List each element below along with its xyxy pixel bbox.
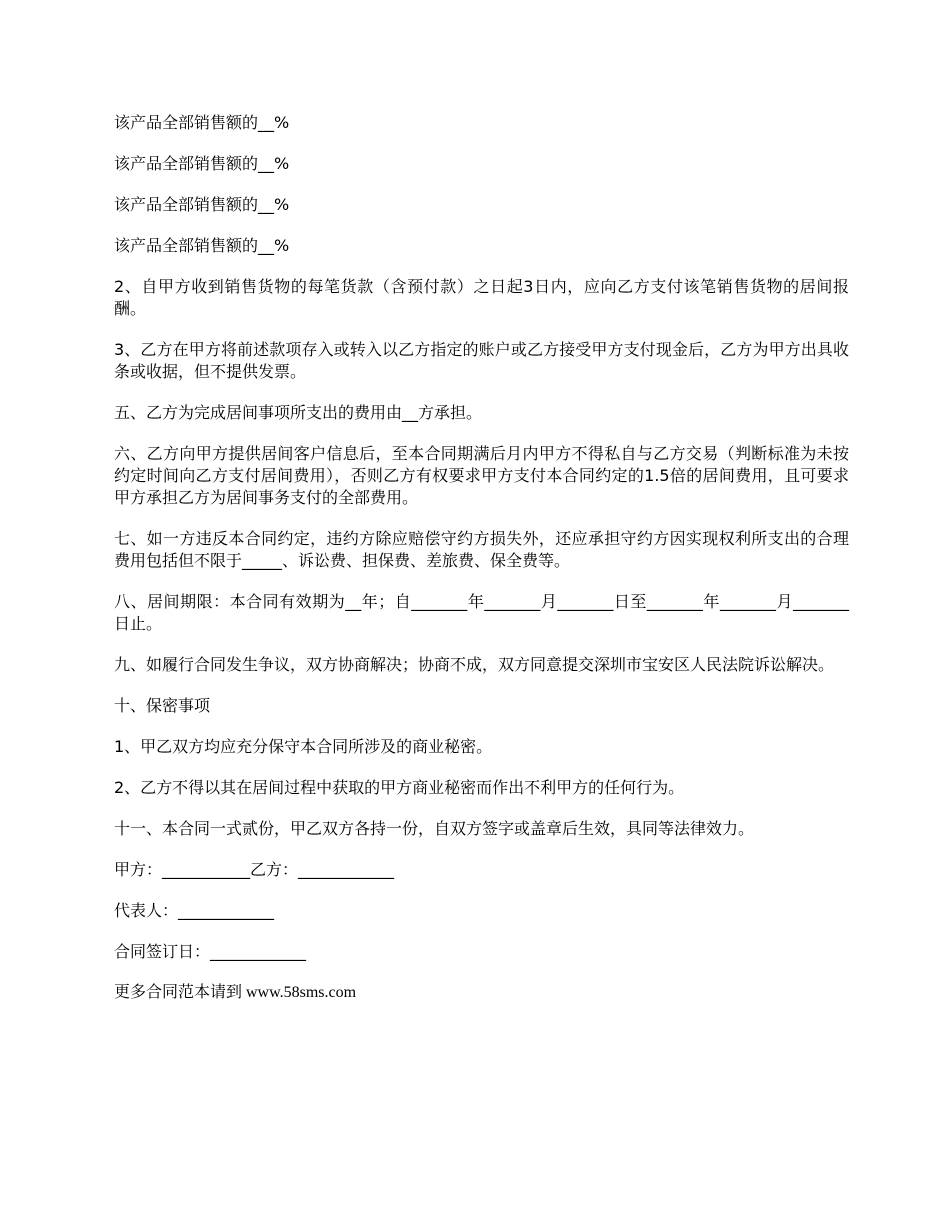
paragraph-section-5-expenses: 五、乙方为完成居间事项所支出的费用由__方承担。 [114, 403, 483, 422]
paragraph-confidentiality-2: 2、乙方不得以其在居间过程中获取的甲方商业秘密而作出不利甲方的任何行为。 [114, 778, 685, 797]
paragraph-percent-2: 该产品全部销售额的__% [114, 154, 290, 173]
paragraph-percent-4: 该产品全部销售额的__% [114, 236, 290, 255]
paragraph-clause-2-payment: 2、自甲方收到销售货物的每笔货款（含预付款）之日起3日内，应向乙方支付该笔销售货物的居间报酬。 [114, 277, 849, 318]
footer-more-templates: 更多合同范本请到 www.58sms.com [114, 984, 357, 1001]
paragraph-section-10-heading: 十、保密事项 [114, 696, 211, 715]
paragraph-section-8-term: 八、居间期限：本合同有效期为__年；自_______年_______月_______日至_______年_______月_______日止。 [114, 592, 849, 633]
paragraph-section-7-breach: 七、如一方违反本合同约定，违约方除应赔偿守约方损失外，还应承担守约方因实现权利所支出的合理费用包括但不限于_____、诉讼费、担保费、差旅费、保全费等。 [114, 529, 849, 570]
signature-date-line: 合同签订日：____________ [114, 942, 307, 961]
signature-parties-line: 甲方：___________乙方：____________ [114, 860, 395, 879]
paragraph-percent-1: 该产品全部销售额的__% [114, 113, 290, 132]
paragraph-confidentiality-1: 1、甲乙双方均应充分保守本合同所涉及的商业秘密。 [114, 737, 493, 756]
paragraph-section-6-client-info: 六、乙方向甲方提供居间客户信息后，至本合同期满后月内甲方不得私自与乙方交易（判断标准为未按约定时间向乙方支付居间费用），否则乙方有权要求甲方支付本合同约定的1.5倍的居间费用，且可要求甲方承担乙方为居间事务支付的全部费用。 [114, 444, 849, 507]
signature-representative-line: 代表人：____________ [114, 901, 275, 920]
paragraph-percent-3: 该产品全部销售额的__% [114, 195, 290, 214]
paragraph-clause-3-receipt: 3、乙方在甲方将前述款项存入或转入以乙方指定的账户或乙方接受甲方支付现金后，乙方为甲方出具收条或收据，但不提供发票。 [114, 340, 849, 381]
document-body [114, 112, 849, 1023]
paragraph-section-9-dispute: 九、如履行合同发生争议，双方协商解决；协商不成，双方同意提交深圳市宝安区人民法院诉讼解决。 [114, 655, 835, 674]
paragraph-section-11-copies: 十一、本合同一式贰份，甲乙双方各持一份，自双方签字或盖章后生效，具同等法律效力。 [114, 819, 755, 838]
